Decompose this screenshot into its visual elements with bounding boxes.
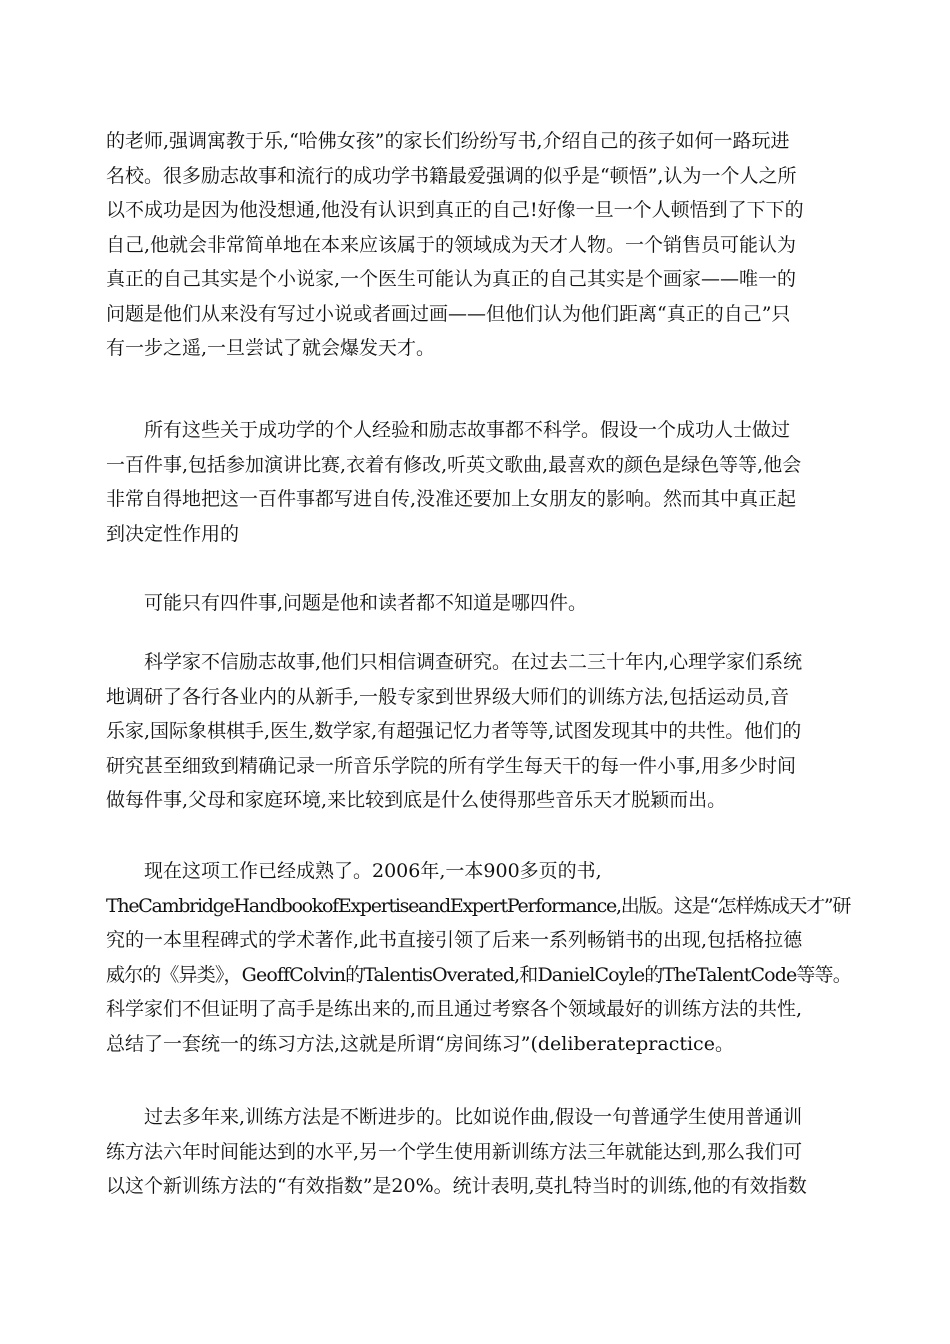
paragraph-1 <box>106 124 850 366</box>
text-line: 究的一本里程碑式的学术著作,此书直接引领了后来一系列畅销书的出现,包括格拉德 <box>106 929 803 951</box>
text-line: 科学家不信励志故事,他们只相信调查研究。在过去二三十年内,心理学家们系统 <box>144 651 803 673</box>
paragraph-2 <box>106 413 850 551</box>
text-line: 一百件事,包括参加演讲比赛,衣着有修改,听英文歌曲,最喜欢的颜色是绿色等等,他会 <box>106 453 802 476</box>
text-line: 有一步之遥,一旦尝试了就会爆发天才。 <box>106 337 436 359</box>
text-line: 做每件事,父母和家庭环境,来比较到底是什么使得那些音乐天才脱颖而出。 <box>106 789 727 811</box>
text-line: 威尔的《异类》，GeoffColvin的TalentisOverated,和DanielCoyle的TheTalentCode等等。 <box>106 963 851 986</box>
text-line: 以不成功是因为他没想通,他没有认识到真正的自己!好像一旦一个人顿悟到了下下的 <box>106 199 804 221</box>
text-line: 现在这项工作已经成熟了。2006年,一本900多页的书, <box>144 860 602 882</box>
text-line: 研究甚至细致到精确记录一所音乐学院的所有学生每天干的每一件小事,用多少时间 <box>106 754 797 777</box>
text-line: 非常自得地把这一百件事都写进自传,没准还要加上女朋友的影响。然而其中真正起 <box>106 488 797 510</box>
text-line: 所有这些关于成功学的个人经验和励志故事都不科学。假设一个成功人士做过 <box>144 419 791 441</box>
text-line: 科学家们不但证明了高手是练出来的,而且通过考察各个领域最好的训练方法的共性, <box>106 998 803 1020</box>
text-line: 可能只有四件事,问题是他和读者都不知道是哪四件。 <box>144 592 588 614</box>
text-line: TheCambridgeHandbookofExpertiseandExpertPerformance,出版。这是“怎样炼成天才”研 <box>106 894 851 917</box>
text-line: 过去多年来,训练方法是不断进步的。比如说作曲,假设一句普通学生使用普通训 <box>144 1106 803 1128</box>
text-line: 到决定性作用的 <box>106 522 240 545</box>
text-line: 真正的自己其实是个小说家,一个医生可能认为真正的自己其实是个画家——唯一的 <box>106 268 797 290</box>
paragraph-3 <box>106 586 850 621</box>
text-line: 以这个新训练方法的“有效指数”是20%。统计表明,莫扎特当时的训练,他的有效指数 <box>106 1175 807 1197</box>
text-line: 练方法六年时间能达到的水平,另一个学生使用新训练方法三年就能达到,那么我们可 <box>106 1140 803 1163</box>
paragraph-5 <box>106 854 850 1061</box>
paragraph-6 <box>106 1100 850 1204</box>
text-line: 自己,他就会非常简单地在本来应该属于的领域成为天才人物。一个销售员可能认为 <box>106 233 797 256</box>
text-line: 乐家,国际象棋棋手,医生,数学家,有超强记忆力者等等,试图发现其中的共性。他们的 <box>106 720 802 742</box>
text-line: 问题是他们从来没有写过小说或者画过画——但他们认为他们距离“真正的自己”只 <box>106 302 791 325</box>
paragraph-4 <box>106 645 850 818</box>
text-line: 名校。很多励志故事和流行的成功学书籍最爱强调的似乎是“顿悟”,认为一个人之所 <box>106 164 797 187</box>
text-line: 总结了一套统一的练习方法,这就是所谓“房间练习”(deliberatepractice。 <box>106 1032 734 1055</box>
text-line: 地调研了各行各业内的从新手,一般专家到世界级大师们的训练方法,包括运动员,音 <box>106 685 790 708</box>
text-line: 的老师,强调寓教于乐,“哈佛女孩”的家长们纷纷写书,介绍自己的孩子如何一路玩进 <box>106 130 790 152</box>
